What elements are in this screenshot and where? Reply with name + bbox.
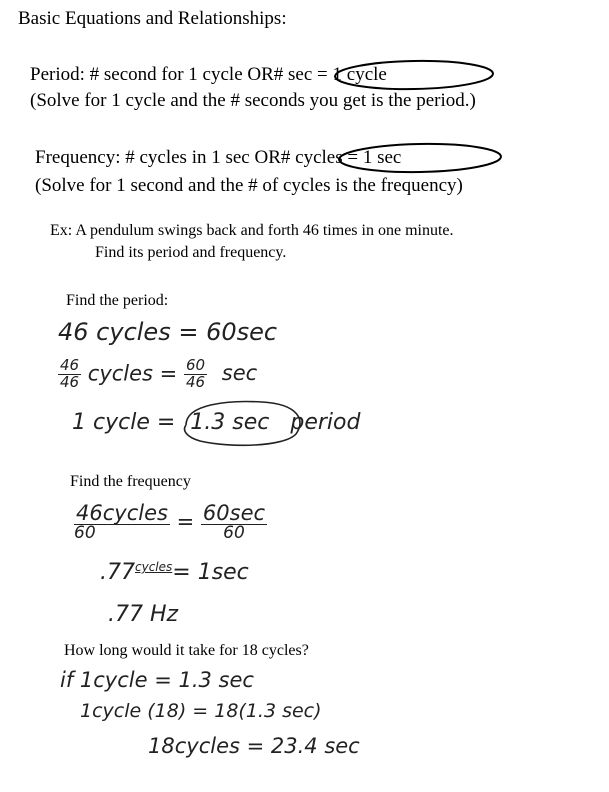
hw-equals-sign: =	[176, 509, 195, 534]
page-title: Basic Equations and Relationships:	[18, 8, 287, 29]
frequency-circled-equation: # cycles = 1 sec	[280, 147, 402, 168]
hw-sec-unit: sec	[221, 361, 258, 386]
hw-period-result: 1.3 sec	[190, 410, 270, 435]
how-long-heading: How long would it take for 18 cycles?	[64, 642, 309, 659]
period-circled-equation: # sec = 1 cycle	[273, 64, 387, 85]
hw-fraction-denominator: 46	[185, 372, 206, 391]
circle-period-equation	[335, 60, 493, 91]
hw-equals-one-sec: = 1sec	[172, 560, 249, 585]
circle-frequency-equation	[339, 143, 501, 174]
hw-frequency-answer: .77 Hz	[108, 602, 179, 627]
example-line-1: Ex: A pendulum swings back and forth 46 times in one minute.	[50, 222, 454, 239]
find-frequency-heading: Find the frequency	[70, 473, 191, 490]
hw-fraction-denominator: 60	[223, 523, 245, 544]
hw-value-077: .77	[100, 560, 135, 585]
hw-fraction-numerator: 60	[185, 356, 206, 374]
hw-period-label: period	[290, 410, 361, 435]
hw-fraction-numerator: 46cycles	[76, 501, 168, 525]
hw-fraction-numerator: 60sec	[202, 501, 266, 525]
hw-fraction-numerator: 46	[60, 356, 80, 374]
period-definition-text: Period: # second for 1 cycle OR	[30, 64, 274, 85]
period-note: (Solve for 1 cycle and the # seconds you get is the period.)	[30, 90, 476, 111]
frequency-note: (Solve for 1 second and the # of cycles is the frequency)	[35, 175, 463, 196]
hw-18cycles-line-3: 18cycles = 23.4 sec	[148, 734, 360, 758]
hw-fraction-denominator: 46	[60, 372, 80, 391]
hw-one-cycle-equals: 1 cycle =	[72, 410, 176, 435]
hw-period-line-1: 46 cycles = 60sec	[58, 318, 278, 346]
frequency-definition-text: Frequency: # cycles in 1 sec OR	[35, 147, 281, 168]
find-period-heading: Find the period:	[66, 292, 169, 309]
example-line-2: Find its period and frequency.	[95, 244, 287, 261]
circle-period-result	[185, 402, 300, 446]
hw-fraction-denominator: 60	[74, 523, 96, 544]
hw-18cycles-line-2: 1cycle (18) = 18(1.3 sec)	[80, 700, 322, 722]
hw-18cycles-line-1: if 1cycle = 1.3 sec	[60, 668, 254, 692]
hw-cycles-superscript: cycles	[135, 560, 173, 574]
hw-cycles-equals: cycles =	[87, 361, 178, 386]
